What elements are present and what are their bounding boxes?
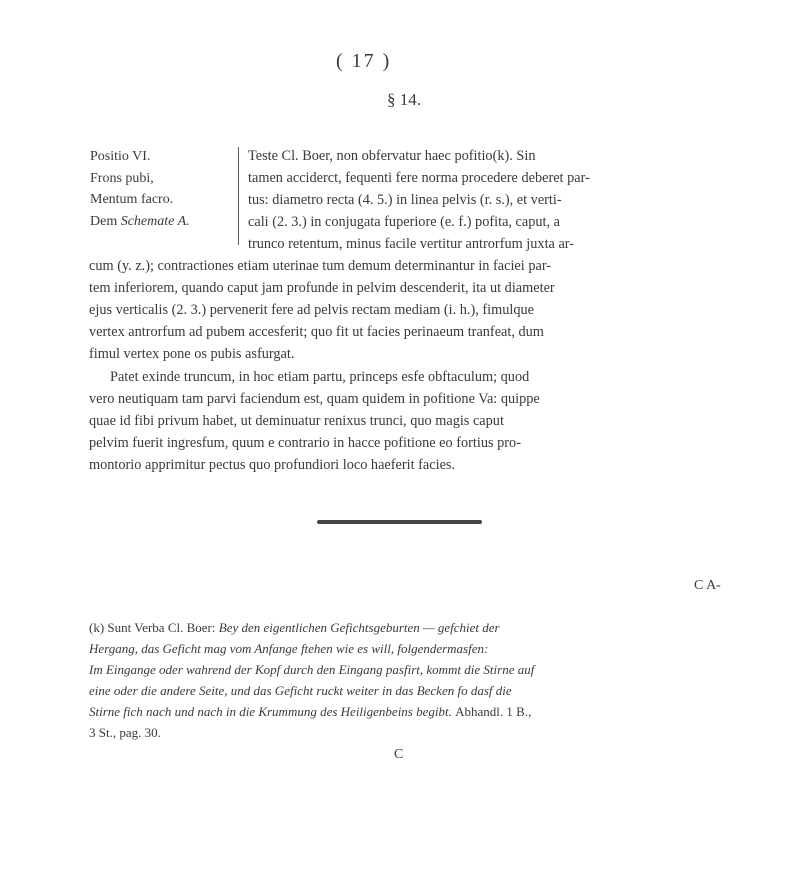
body-line: cum (y. z.); contractiones etiam uterinae tum demum determinantur in faciei par- [89, 258, 552, 274]
body-line: vertex antrorfum ad pubem accesferit; quo fit ut facies perinaeum tranfeat, dum [89, 324, 544, 340]
margin-note-line: Mentum facro. [90, 192, 174, 207]
body-line: pelvim fuerit ingresfum, quum e contrario in hacce pofitione eo fortius pro- [89, 435, 521, 451]
body-line: montorio apprimitur pectus quo profundiori loco haeferit facies. [89, 457, 456, 473]
footnote-line: Im Eingange oder wahrend der Kopf durch den Eingang pasfirt, kommt die Stirne auf [89, 662, 535, 677]
margin-note-line: Frons pubi, [90, 170, 154, 186]
body-line: Patet exinde truncum, in hoc etiam partu, princeps esfe obftaculum; quod [110, 369, 530, 385]
body-line: tem inferiorem, quando caput jam profunde in pelvim descenderit, ita ut diameter [89, 280, 555, 296]
margin-note [90, 146, 228, 232]
footnote-line: eine oder die andere Seite, und das Geficht ruckt weiter in das Becken fo dasf die [89, 683, 512, 698]
body-line: Teste Cl. Boer, non obfervatur haec pofitio(k). Sin [248, 148, 536, 164]
section-heading: § 14. [387, 90, 421, 109]
ornamental-divider [317, 520, 482, 524]
footnote-line: 3 St., pag. 30. [89, 725, 161, 740]
catchword: C A- [694, 578, 721, 593]
footnote-line: Hergang, das Geficht mag vom Anfange ftehen wie es will, folgendermasfen: [89, 641, 489, 656]
body-line: trunco retentum, minus facile vertitur antrorfum juxta ar- [248, 236, 575, 252]
body-line: tus: diametro recta (4. 5.) in linea pelvis (r. s.), et verti- [248, 192, 562, 208]
footnote-line: (k) Sunt Verba Cl. Boer: Bey den eigentlichen Gefichtsgeburten — gefchiet der [89, 620, 500, 635]
body-line: tamen acciderct, fequenti fere norma procedere deberet par- [248, 170, 590, 186]
page-number: ( 17 ) [336, 50, 392, 72]
body-line: ejus verticalis (2. 3.) pervenerit fere ad pelvis rectam mediam (i. h.), fimulque [89, 302, 535, 318]
signature-mark: C [394, 747, 404, 762]
body-line: fimul vertex pone os pubis asfurgat. [89, 346, 295, 362]
margin-note-line: Dem Schemate A. [90, 213, 190, 229]
body-line: cali (2. 3.) in conjugata fuperiore (e. f.) pofita, caput, a [248, 214, 561, 230]
body-line: quae id fibi privum habet, ut deminuatur renixus trunci, quo magis caput [89, 413, 504, 429]
margin-note-line: Positio VI. [90, 149, 151, 164]
footnote-line: Stirne fich nach und nach in die Krummung des Heiligenbeins begibt. Abhandl. 1 B., [89, 704, 532, 719]
margin-rule [238, 147, 239, 245]
body-line: vero neutiquam tam parvi faciendum est, quam quidem in pofitione Va: quippe [89, 391, 540, 407]
